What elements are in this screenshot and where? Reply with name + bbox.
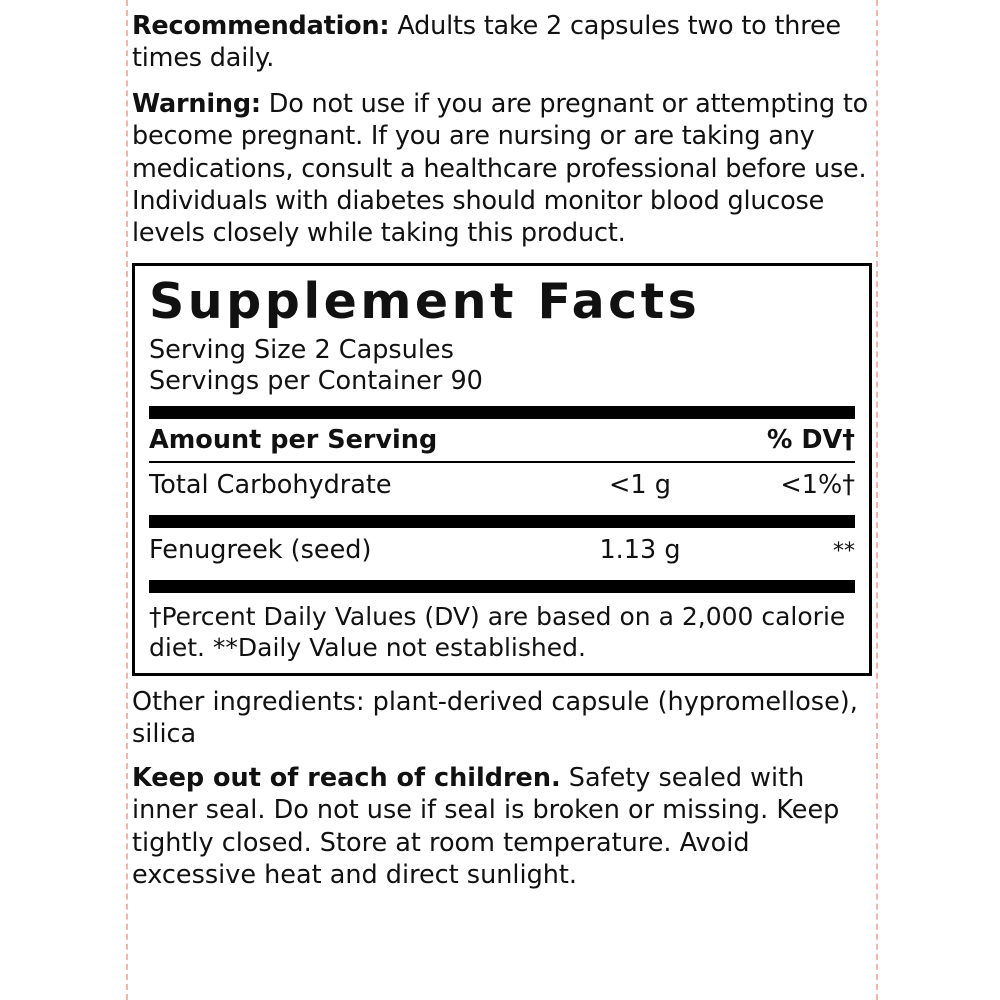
divider-thick-bottom	[149, 580, 855, 593]
recommendation-text: Adults take 2 capsules two to three times daily.	[132, 11, 841, 74]
keep-out-of-reach-paragraph	[132, 762, 872, 892]
table-row	[149, 528, 855, 572]
nutrient-amount: <1 g	[609, 469, 671, 500]
keep-out-heading: Keep out of reach of children.	[132, 762, 561, 793]
warning-paragraph	[132, 88, 872, 249]
die-cut-guide-left	[126, 0, 128, 1000]
recommendation-paragraph	[132, 10, 872, 74]
nutrient-name: Fenugreek (seed)	[149, 534, 372, 565]
warning-heading: Warning:	[132, 89, 261, 120]
table-row	[149, 463, 855, 507]
supplement-facts-title: Supplement Facts	[149, 272, 701, 330]
warning-text: Do not use if you are pregnant or attempting to become pregnant. If you are nursing or are taking any medications, consult a healthcare professional before use. Individuals with diabetes should monitor blood glucose levels closely while taking this product.	[132, 89, 869, 248]
serving-size: Serving Size 2 Capsules	[149, 335, 454, 366]
supplement-facts-panel	[132, 263, 872, 676]
nutrient-dv: **	[833, 538, 855, 564]
label-content	[132, 10, 872, 891]
daily-value-footnote: †Percent Daily Values (DV) are based on a 2,000 calorie diet. **Daily Value not established.	[149, 601, 846, 662]
die-cut-guide-right	[876, 0, 878, 1000]
dv-header: % DV†	[766, 424, 855, 455]
divider-thick-top	[149, 406, 855, 419]
nutrient-amount: 1.13 g	[599, 534, 681, 565]
recommendation-heading: Recommendation:	[132, 11, 390, 41]
nutrient-name: Total Carbohydrate	[149, 469, 392, 500]
table-header-row	[149, 419, 855, 461]
keep-out-text: Safety sealed with inner seal. Do not use if seal is broken or missing. Keep tightly closed. Store at room temperature. Avoid excessive heat and direct sunlight.	[132, 762, 840, 890]
amount-per-serving-header: Amount per Serving	[149, 424, 438, 455]
other-ingredients: Other ingredients: plant-derived capsule (hypromellose), silica	[132, 686, 858, 749]
servings-per-container: Servings per Container 90	[149, 366, 483, 397]
divider-thick-mid	[149, 515, 855, 528]
nutrient-dv: <1%†	[780, 469, 855, 500]
